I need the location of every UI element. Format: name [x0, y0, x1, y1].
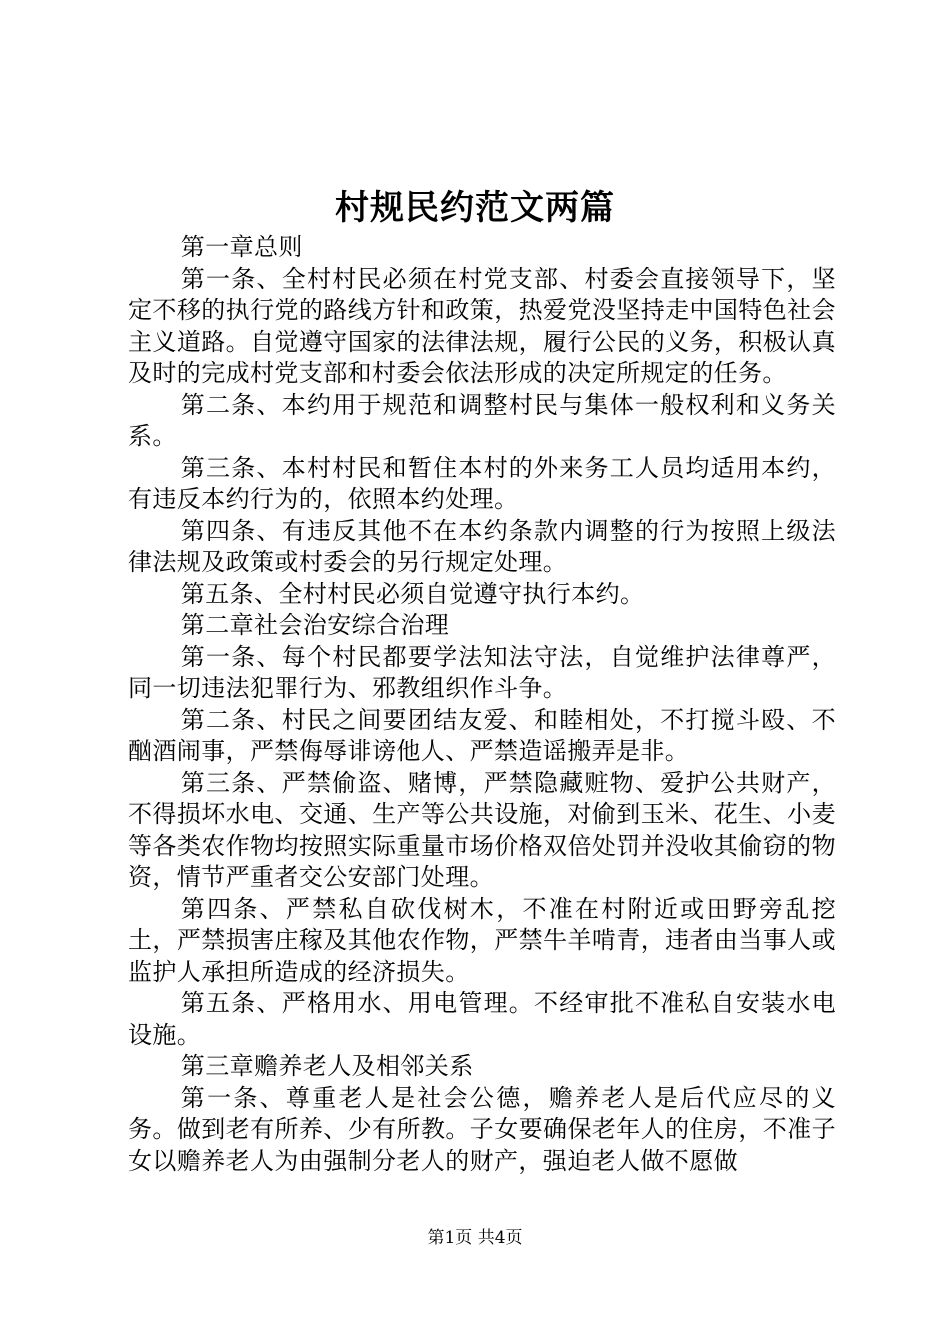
article-paragraph: 第一条、每个村民都要学法知法守法，自觉维护法律尊严，同一切违法犯罪行为、邪教组织作斗争。: [128, 642, 836, 702]
article-paragraph: 第一条、全村村民必须在村党支部、村委会直接领导下，坚定不移的执行党的路线方针和政策，热爱党没坚持走中国特色社会主义道路。自觉遵守国家的法律法规，履行公民的义务，积极认真及时的完成村党支部和村委会依法形成的决定所规定的任务。: [128, 264, 836, 387]
article-paragraph: 第四条、严禁私自砍伐树木，不准在村附近或田野旁乱挖土，严禁损害庄稼及其他农作物，严禁牛羊啃青，违者由当事人或监护人承担所造成的经济损失。: [128, 894, 836, 986]
article-paragraph: 第二条、村民之间要团结友爱、和睦相处，不打搅斗殴、不酗酒闹事，严禁侮辱诽谤他人、严禁造谣搬弄是非。: [128, 705, 836, 765]
article-paragraph: 第三条、严禁偷盗、赌博，严禁隐藏赃物、爱护公共财产，不得损坏水电、交通、生产等公共设施，对偷到玉米、花生、小麦等各类农作物均按照实际重量市场价格双倍处罚并没收其偷窃的物资，情节严重者交公安部门处理。: [128, 768, 836, 891]
document-title: 村规民约范文两篇: [335, 188, 615, 228]
document-body: [128, 232, 836, 1177]
article-paragraph: 第五条、全村村民必须自觉遵守执行本约。: [180, 579, 645, 608]
article-paragraph: 第二条、本约用于规范和调整村民与集体一般权利和义务关系。: [128, 390, 836, 450]
article-paragraph: 第一条、尊重老人是社会公德，赡养老人是后代应尽的义务。做到老有所养、少有所教。子女要确保老年人的住房，不准子女以赡养老人为由强制分老人的财产，强迫老人做不愿做: [128, 1083, 836, 1175]
page-footer: 第1页 共4页: [427, 1228, 523, 1248]
chapter-heading: 第二章社会治安综合治理: [180, 611, 450, 639]
article-paragraph: 第三条、本村村民和暂住本村的外来务工人员均适用本约，有违反本约行为的，依照本约处理。: [128, 453, 836, 513]
chapter-heading: 第一章总则: [180, 233, 303, 261]
article-paragraph: 第四条、有违反其他不在本约条款内调整的行为按照上级法律法规及政策或村委会的另行规定处理。: [128, 516, 836, 576]
chapter-heading: 第三章赡养老人及相邻关系: [180, 1052, 474, 1080]
article-paragraph: 第五条、严格用水、用电管理。不经审批不准私自安装水电设施。: [128, 989, 836, 1049]
